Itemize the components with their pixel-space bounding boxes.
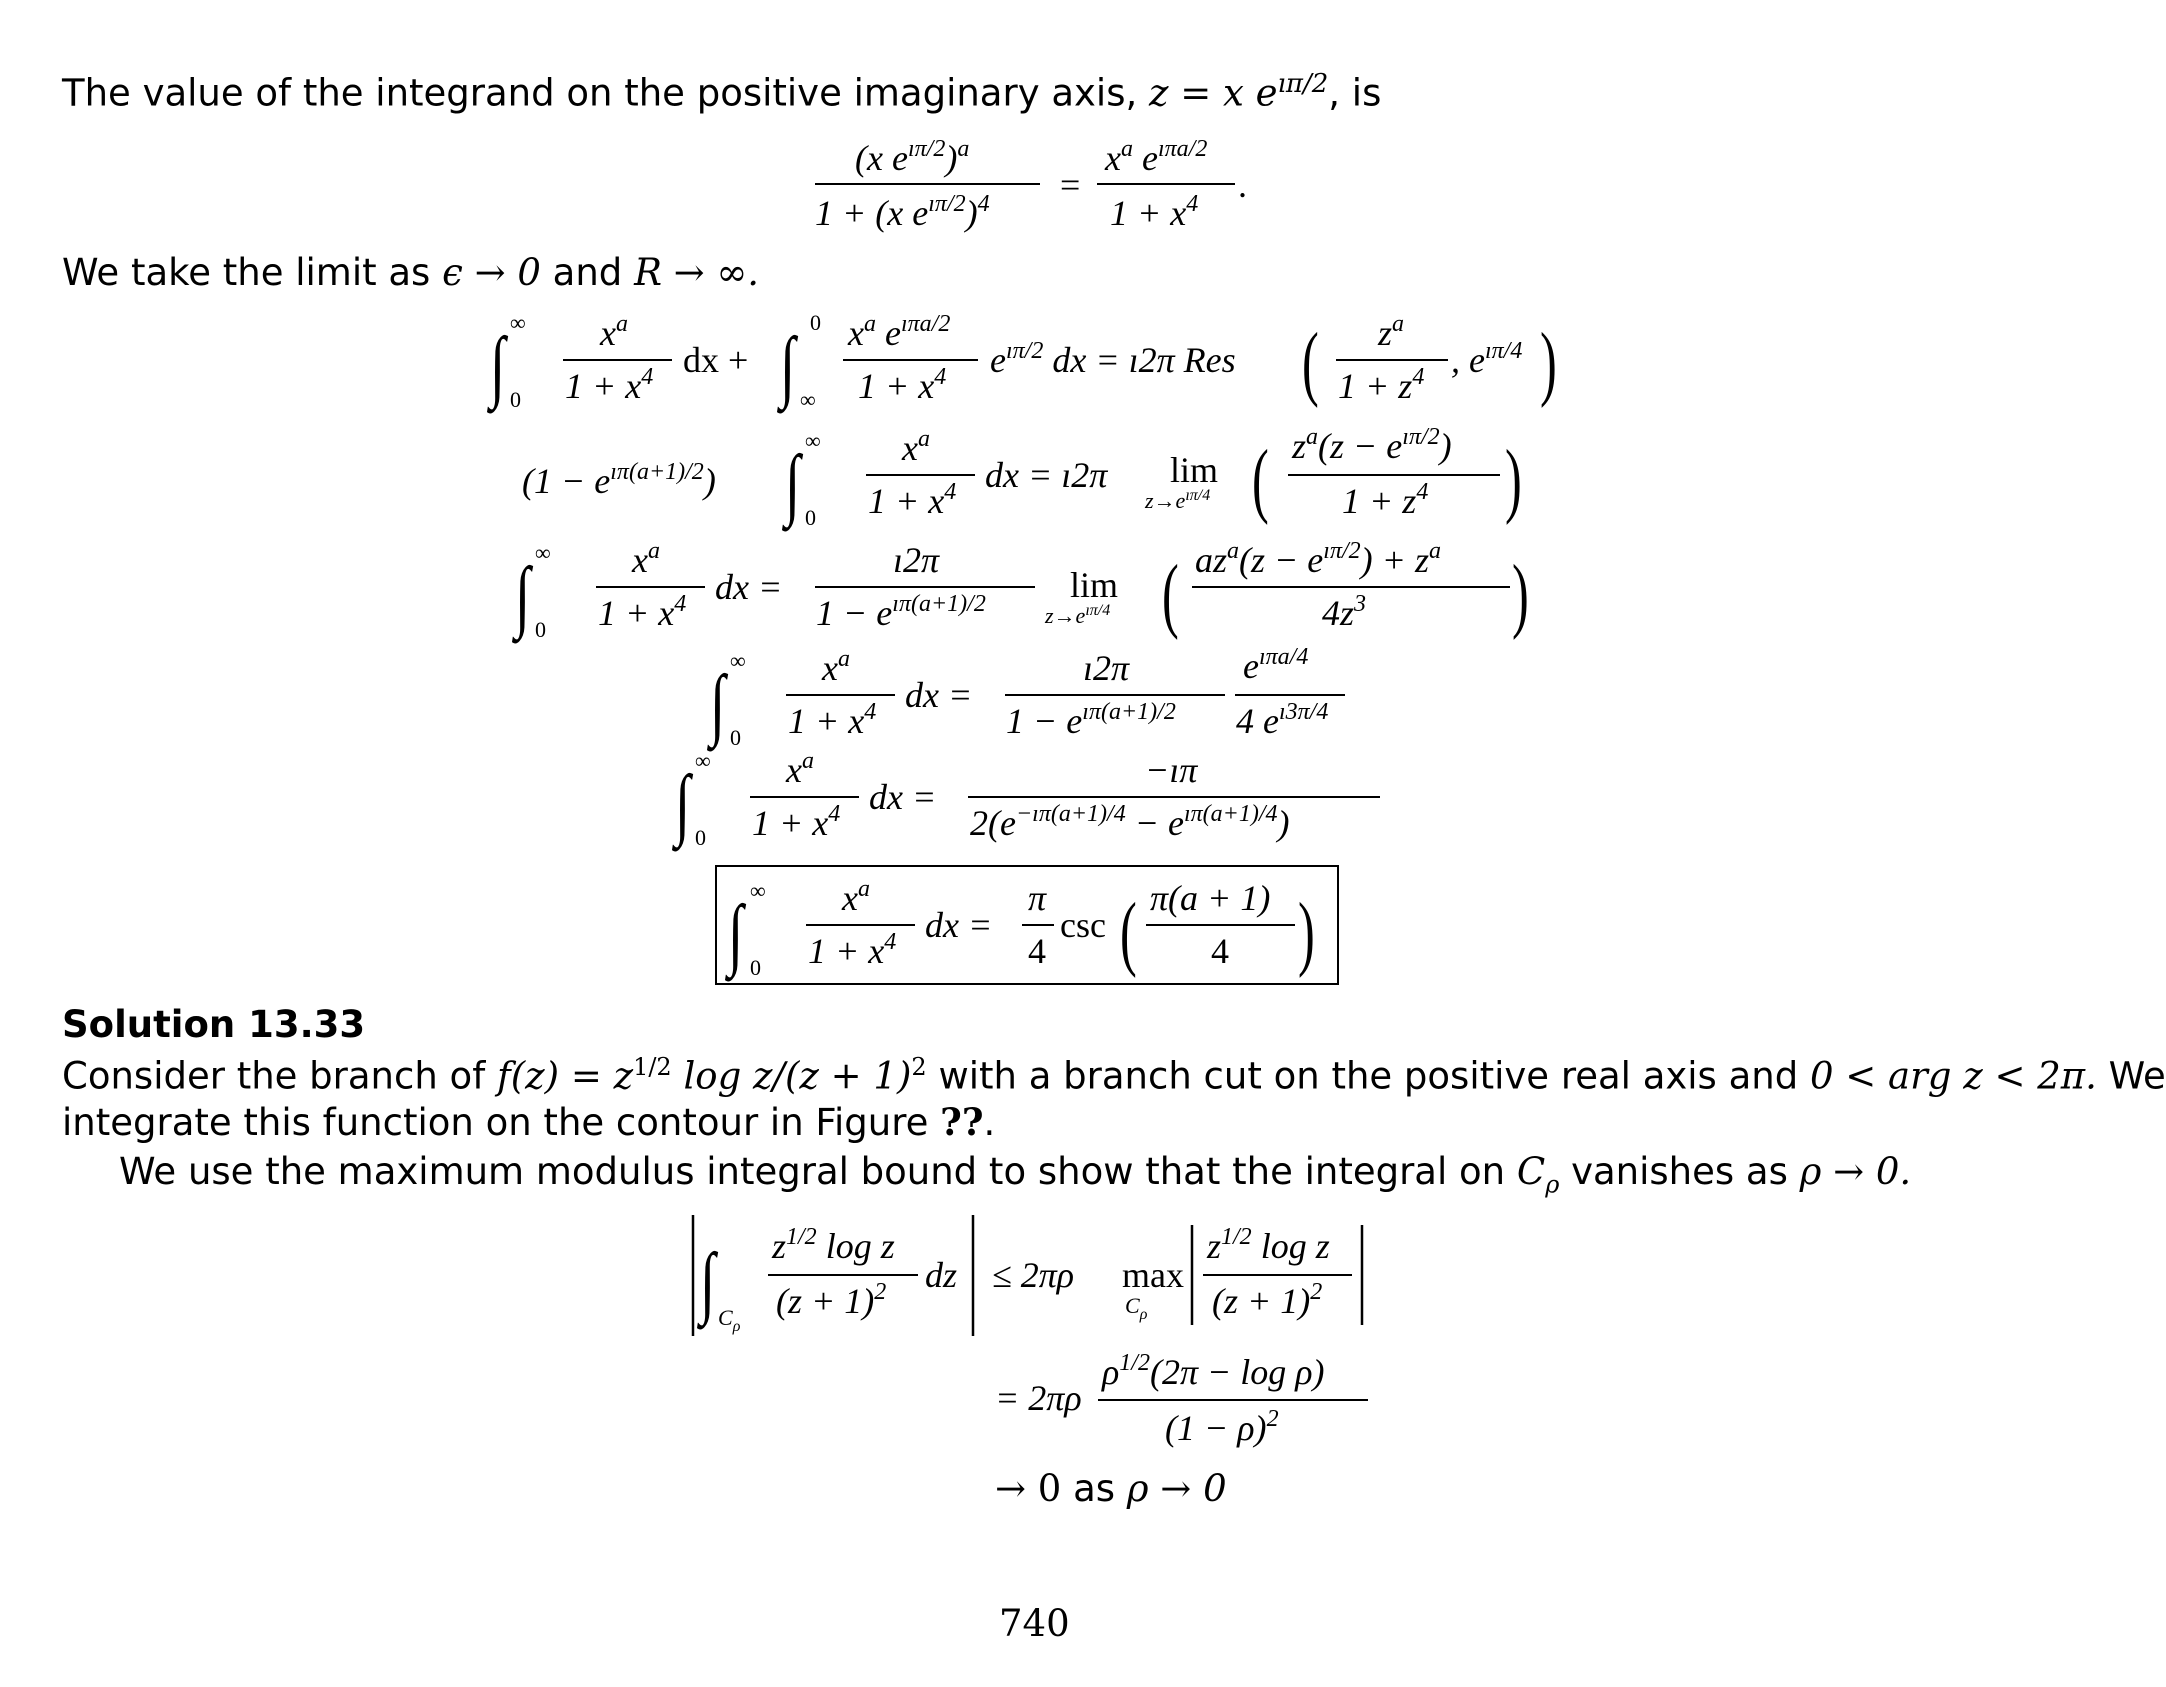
equation-evaluated [707, 644, 1345, 752]
svg-text:xa eıπa/2: $x^a$ $e^{ı\pi a/2}$ [1105, 136, 1208, 178]
equation-lhopital [512, 538, 1529, 644]
svg-text:1 + z4: $1 + z^4$ [1338, 364, 1425, 406]
svg-text:(: ( [1252, 431, 1269, 526]
p1-text3: We [2108, 1054, 2166, 1098]
svg-text:): ) [1512, 546, 1529, 641]
p1-fz: f(z) = z [497, 1054, 634, 1098]
p3-text: We use the maximum modulus integral bound to show that the integral on [119, 1150, 1506, 1193]
svg-text:(: ( [1120, 884, 1137, 979]
svg-text:ı2π: ı2π [893, 540, 940, 580]
equation-residue [487, 310, 1557, 414]
svg-text:1 + x4: $1 + x^4$ [808, 929, 897, 971]
limit-R: R → ∞. [634, 251, 760, 294]
svg-text:π(a + 1): π(a + 1) [1150, 878, 1271, 918]
limit-eps: ϵ → 0 [442, 251, 541, 294]
svg-text:0: 0 [810, 310, 821, 335]
svg-text:∫: ∫ [710, 658, 726, 748]
svg-text:, eıπ/4: , $e^{ı\pi/4}$ [1451, 338, 1523, 380]
svg-text:0: 0 [695, 825, 706, 850]
svg-text:1 − eıπ(a+1)/2: $1 - e^{ı\pi(a+1)/2}$ [1006, 699, 1176, 741]
svg-text:dx =: dx = [925, 905, 993, 945]
svg-text:∫: ∫ [675, 758, 691, 848]
svg-text:π: π [1028, 878, 1047, 918]
p1-half: 1/2 [633, 1053, 672, 1081]
svg-text:4: 4 [1028, 931, 1046, 971]
final-as: as [1073, 1467, 1116, 1510]
svg-text:xa: $x^a$ [632, 538, 660, 580]
svg-text:): ) [1298, 884, 1315, 979]
svg-text:xa: $x^a$ [822, 646, 850, 688]
svg-text:= 2πρ: = 2πρ [995, 1378, 1082, 1418]
p1-log: log z/(z + 1) [671, 1054, 912, 1098]
svg-text:0: 0 [535, 617, 546, 642]
svg-text:1 + z4: $1 + z^4$ [1342, 479, 1429, 521]
p1-sq: 2 [911, 1053, 927, 1081]
page-number: 740 [999, 1602, 1070, 1645]
svg-text:∫: ∫ [785, 438, 801, 528]
svg-text:1 + x4: $1 + x^4$ [565, 364, 654, 406]
p3-C: C [1516, 1150, 1546, 1193]
equation-integrand-imaginary-axis [815, 136, 1247, 233]
p1-text2: with a branch cut on the positive real axis and [938, 1054, 1799, 1098]
equation-rho-bound [995, 1350, 1368, 1448]
svg-text:∫: ∫ [780, 320, 796, 410]
svg-text:0: 0 [510, 387, 521, 412]
svg-text:1 + x4: $1 + x^4$ [1110, 191, 1199, 233]
svg-text:(: ( [1162, 546, 1179, 641]
svg-text:eıπ/2 dx = ı2π Res: $e^{ı\pi/2}$ dx = ı2π Res [990, 338, 1236, 380]
limit-and: and [552, 251, 623, 294]
svg-text:max: max [1122, 1255, 1184, 1295]
svg-text:ı2π: ı2π [1083, 648, 1130, 688]
svg-text:): ) [1505, 431, 1522, 526]
svg-text:∫: ∫ [728, 888, 744, 978]
intro-text: The value of the integrand on the positive imaginary axis, [62, 71, 1138, 115]
svg-text:∞: ∞ [730, 648, 746, 673]
final-arrow: → 0 [995, 1467, 1062, 1510]
p1-text: Consider the branch of [62, 1054, 486, 1098]
svg-text:lim: lim [1170, 450, 1219, 490]
svg-text:z→eıπ/4: $z\to e^{ı\pi/4}$ [1145, 487, 1211, 513]
final-lim: ρ → 0 [1126, 1467, 1227, 1510]
svg-text:csc: csc [1060, 905, 1106, 945]
p3-rho: ρ [1545, 1170, 1560, 1199]
svg-text:∫: ∫ [490, 320, 506, 410]
svg-text:1 + x4: $1 + x^4$ [868, 479, 957, 521]
svg-text:4 eı3π/4: 4 $e^{ı3\pi/4}$ [1236, 699, 1329, 741]
svg-text:xa: $x^a$ [600, 311, 628, 353]
svg-text:xa eıπa/2: $x^a$ $e^{ı\pi a/2}$ [848, 311, 951, 353]
intro-text-end: , is [1328, 71, 1382, 115]
svg-text:Cρ: $C_\rho$ [718, 1305, 741, 1335]
svg-text:(x eıπ/2)a: (x $e^{ı\pi/2})^a$ [855, 136, 970, 178]
svg-text:xa: $x^a$ [902, 426, 930, 468]
equation-simplified [672, 748, 1380, 852]
svg-text:z→eıπ/4: $z\to e^{ı\pi/4}$ [1045, 602, 1111, 628]
figure-ref: ?? [940, 1100, 984, 1144]
svg-text:1 + x4: $1 + x^4$ [858, 364, 947, 406]
svg-text:∞: ∞ [695, 748, 711, 773]
svg-text:0: 0 [730, 725, 741, 750]
intro-z-exponent: ıπ/2 [1277, 69, 1329, 99]
svg-text:eıπa/4: $e^{ı\pi a/4}$ [1243, 644, 1309, 686]
svg-text:≤ 2πρ: ≤ 2πρ [992, 1255, 1075, 1295]
svg-text:dx = ı2π: dx = ı2π [985, 455, 1108, 495]
svg-text:xa: $x^a$ [786, 748, 814, 790]
equation-limit-form [522, 424, 1522, 532]
svg-text:=: = [1060, 165, 1081, 205]
svg-text:dz: dz [925, 1255, 958, 1295]
equation-modulus-bound [693, 1215, 1362, 1336]
p2-text: integrate this function on the contour in Figure [62, 1101, 929, 1144]
intro-z-equation: z = x e [1149, 71, 1278, 115]
svg-text:dx =: dx = [869, 777, 937, 817]
svg-text:∞: ∞ [805, 428, 821, 453]
svg-text:aza(z − eıπ/2) + za: $az^a(z - e^{ı\pi/2}) + z^a$ [1195, 538, 1441, 580]
solution-heading: Solution 13.33 [62, 1003, 366, 1046]
svg-text:za: $z^a$ [1378, 311, 1405, 353]
svg-text:.: . [1238, 165, 1247, 205]
svg-text:(z + 1)2: $(z + 1)^2$ [776, 1279, 887, 1321]
p1-arg: 0 < arg z < 2π. [1809, 1054, 2097, 1098]
svg-text:4: 4 [1211, 931, 1229, 971]
svg-text:xa: $x^a$ [842, 876, 870, 918]
svg-text:∞: ∞ [510, 310, 526, 335]
svg-text:lim: lim [1070, 565, 1119, 605]
svg-text:(z + 1)2: $(z + 1)^2$ [1212, 1279, 1323, 1321]
svg-text:(1 − ρ)2: $(1 - \rho)^2$ [1165, 1406, 1279, 1448]
svg-text:1 + x4: $1 + x^4$ [788, 699, 877, 741]
svg-text:Cρ: $C_\rho$ [1125, 1293, 1148, 1323]
svg-text:z1/2 log z: $z^{1/2}$ log z [1207, 1224, 1330, 1266]
svg-text:(1 − eıπ(a+1)/2): $(1 - e^{ı\pi(a+1)/2})$ [522, 459, 716, 501]
p3-lim: ρ → 0. [1799, 1150, 1912, 1193]
svg-text:∫: ∫ [515, 550, 531, 640]
svg-text:ρ1/2(2π − log ρ): $\rho^{1/2}(2\pi - \log \rho)$ [1102, 1350, 1325, 1392]
svg-text:−ıπ: −ıπ [1145, 750, 1198, 790]
svg-text:(: ( [1302, 314, 1319, 409]
svg-text:dx +: dx + [683, 340, 749, 380]
svg-text:∞: ∞ [750, 878, 766, 903]
svg-text:∞: ∞ [800, 387, 816, 412]
svg-text:): ) [1539, 314, 1557, 409]
svg-text:4z3: $4z^3$ [1322, 591, 1367, 633]
p2-end: . [983, 1101, 996, 1144]
svg-text:1 + x4: $1 + x^4$ [598, 591, 687, 633]
svg-text:1 − eıπ(a+1)/2: $1 - e^{ı\pi(a+1)/2}$ [816, 591, 986, 633]
svg-text:dx =: dx = [905, 675, 973, 715]
svg-text:1 + x4: $1 + x^4$ [752, 801, 841, 843]
svg-text:0: 0 [750, 955, 761, 980]
svg-text:0: 0 [805, 505, 816, 530]
svg-text:2(e−ıπ(a+1)/4 − eıπ(a+1)/4): $2(e^{-ı\pi(a+1)/4} - e^{ı\pi(a+1)/4})$ [970, 801, 1290, 843]
svg-text:za(z − eıπ/2): $z^a(z - e^{ı\pi/2})$ [1292, 424, 1452, 466]
svg-text:1 + (x eıπ/2)4: 1 + (x $e^{ı\pi/2})^4$ [815, 191, 990, 233]
p3-text2: vanishes as [1571, 1150, 1788, 1193]
svg-text:dx =: dx = [715, 567, 783, 607]
svg-text:z1/2 log z: $z^{1/2}$ log z [772, 1224, 895, 1266]
svg-text:∞: ∞ [535, 540, 551, 565]
svg-text:∫: ∫ [699, 1236, 716, 1326]
limit-text: We take the limit as [62, 251, 431, 294]
equation-boxed-result [716, 866, 1338, 984]
